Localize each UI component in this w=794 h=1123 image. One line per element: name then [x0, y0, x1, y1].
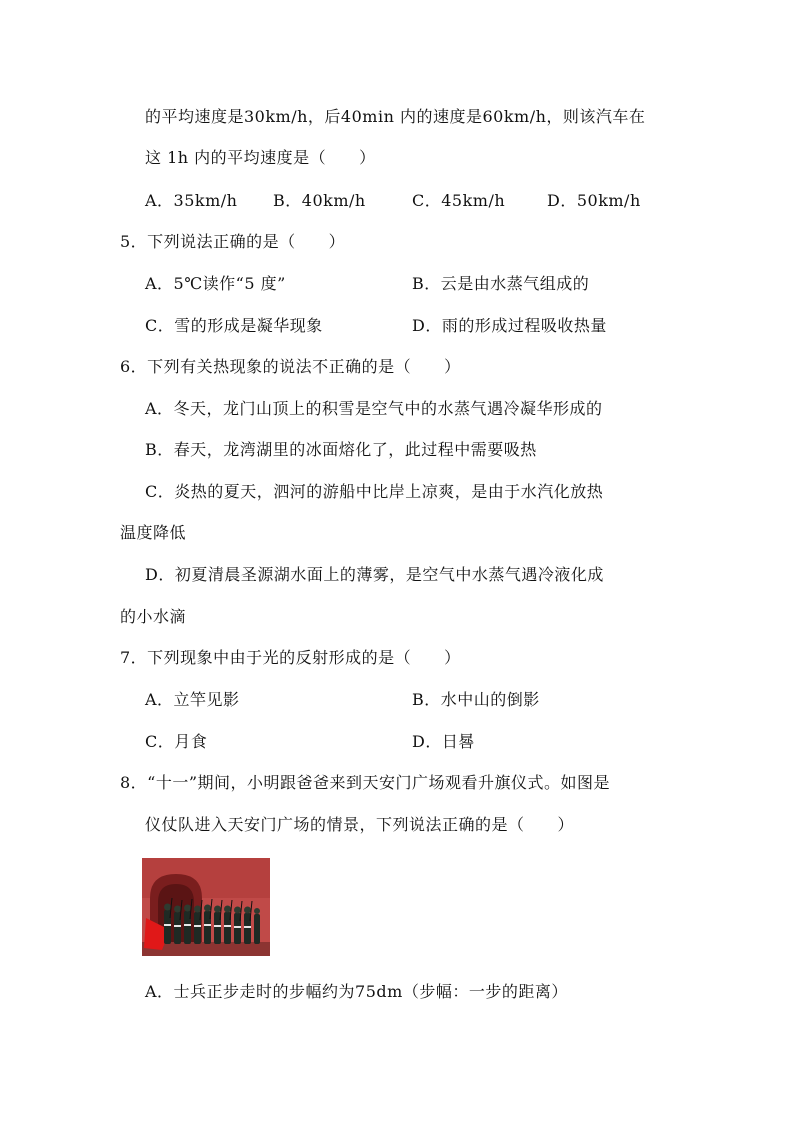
q5-option-b: B．云是由水蒸气组成的	[412, 274, 590, 293]
q4-option-d: D．50km/h	[547, 191, 641, 210]
q6-option-b: B．春天，龙湾湖里的冰面熔化了，此过程中需要吸热	[145, 440, 537, 459]
q6-option-d-line-1: D．初夏清晨圣源湖水面上的薄雾，是空气中水蒸气遇冷液化成	[145, 565, 604, 584]
q6-option-c-line-2: 温度降低	[120, 523, 187, 542]
honor-guard-photo	[142, 858, 270, 956]
q5-option-c: C．雪的形成是凝华现象	[145, 316, 323, 335]
q4-option-a: A．35km/h	[145, 191, 238, 210]
q7-option-b: B．水中山的倒影	[412, 690, 540, 709]
q4-option-b: B．40km/h	[273, 191, 366, 210]
q4-options	[0, 190, 794, 212]
q8-option-a: A．士兵正步走时的步幅约为75dm（步幅：一步的距离）	[145, 982, 568, 1001]
q6-stem: 6．下列有关热现象的说法不正确的是（ ）	[120, 357, 461, 376]
q5-stem: 5．下列说法正确的是（ ）	[120, 232, 346, 251]
q6-option-a: A．冬天，龙门山顶上的积雪是空气中的水蒸气遇冷凝华形成的	[145, 399, 603, 418]
q7-stem: 7．下列现象中由于光的反射形成的是（ ）	[120, 648, 461, 667]
q4-option-c: C．45km/h	[412, 191, 506, 210]
q4-text-line-2: 这 1h 内的平均速度是（ ）	[145, 148, 376, 167]
q7-option-c: C．月食	[145, 732, 208, 751]
q6-option-d-line-2: 的小水滴	[120, 607, 187, 626]
q5-option-d: D．雨的形成过程吸收热量	[412, 316, 607, 335]
q7-option-d: D．日晷	[412, 732, 475, 751]
q5-option-a: A．5℃读作“5 度”	[145, 274, 286, 293]
q7-option-a: A．立竿见影	[145, 690, 240, 709]
q6-option-c-line-1: C．炎热的夏天，泗河的游船中比岸上凉爽，是由于水汽化放热	[145, 482, 604, 501]
q4-text-line-1: 的平均速度是30km/h，后40min 内的速度是60km/h，则该汽车在	[145, 107, 646, 126]
q8-stem-line-2: 仪仗队进入天安门广场的情景，下列说法正确的是（ ）	[145, 815, 575, 834]
q8-stem-line-1: 8．“十一”期间，小明跟爸爸来到天安门广场观看升旗仪式。如图是	[120, 773, 611, 792]
